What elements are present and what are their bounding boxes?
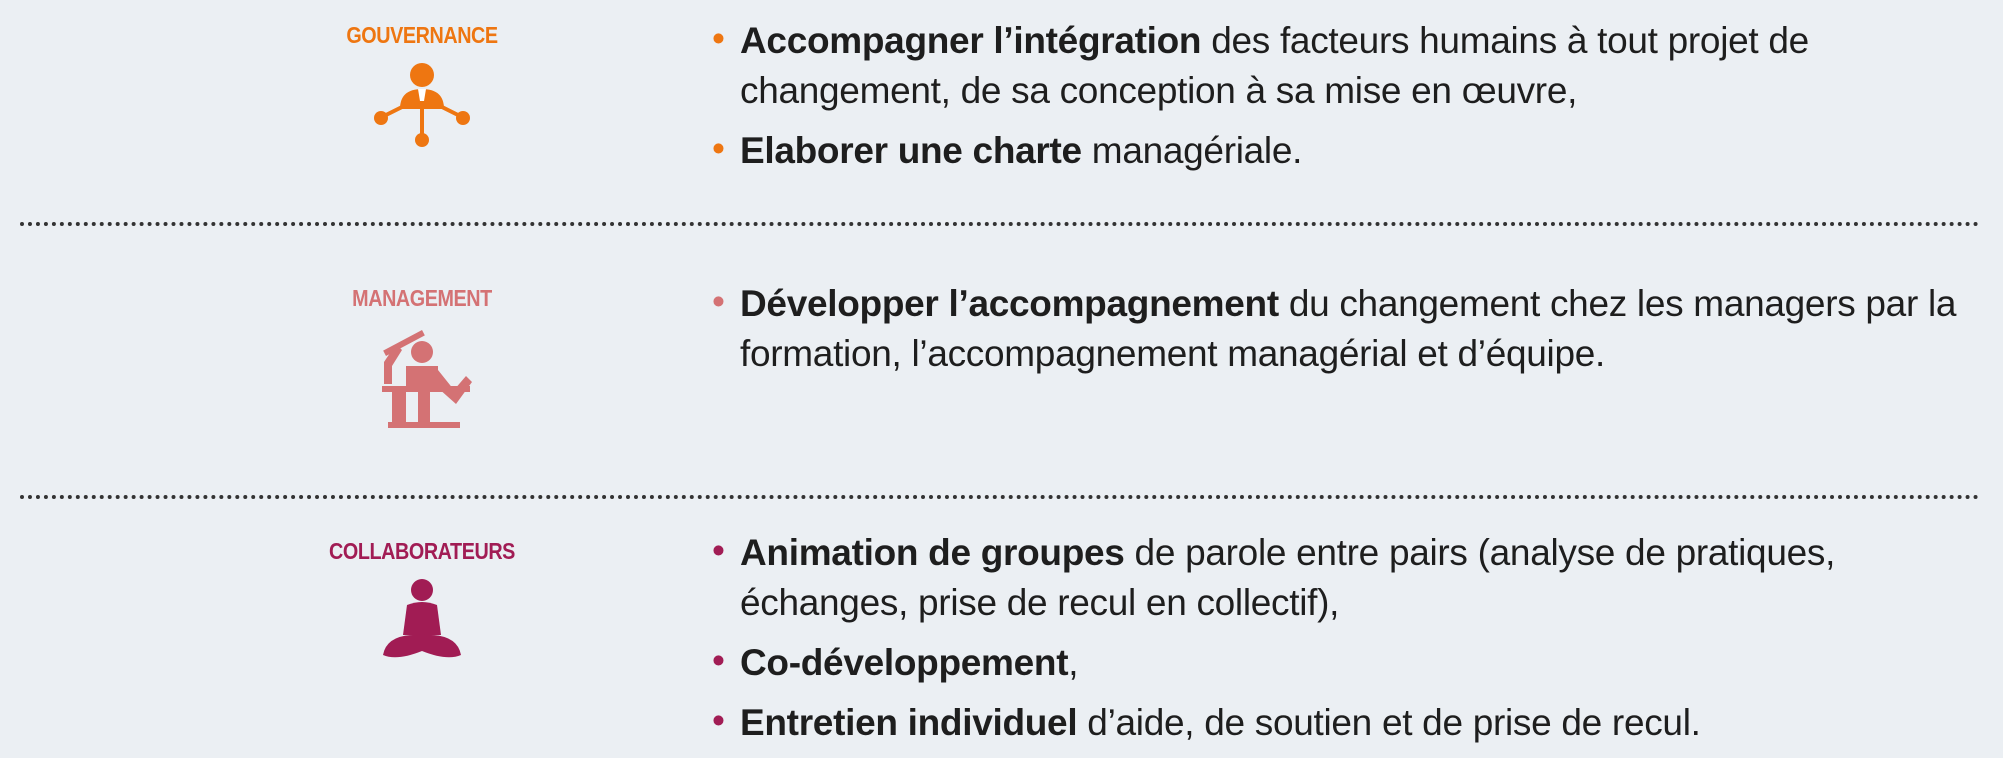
bullet-text: managériale.: [1081, 130, 1303, 171]
section-divider: [20, 495, 1980, 499]
gouvernance-bullet-list: [710, 16, 1990, 186]
collaborateurs-label-column: [300, 538, 544, 665]
bullet-dot: •: [712, 281, 725, 322]
bullet-bold-text: Animation de groupes: [740, 532, 1125, 573]
list-item: [710, 16, 1990, 116]
management-label: MANAGEMENT: [352, 285, 492, 311]
gouvernance-label-column: [300, 0, 544, 152]
management-label-column: [300, 285, 544, 432]
meditation-icon: [377, 575, 467, 665]
collaborateurs-bullet-list: [710, 528, 1990, 758]
section-divider: [20, 222, 1980, 226]
collaborateurs-label: COLLABORATEURS: [329, 538, 515, 564]
management-bullet-list: [710, 279, 1990, 389]
bullet-text: de parole entre pairs (analyse de pratiques, échanges, prise de recul en collectif),: [740, 532, 1836, 623]
bullet-dot: •: [712, 640, 725, 681]
bullet-dot: •: [712, 700, 725, 741]
bullet-text: ,: [1068, 642, 1079, 683]
bullet-text: d’aide, de soutien et de prise de recul.: [1077, 702, 1701, 743]
bullet-dot: •: [712, 18, 725, 59]
bullet-bold-text: Elaborer une charte: [740, 130, 1082, 171]
list-item: [710, 638, 1990, 688]
bullet-dot: •: [712, 128, 725, 169]
list-item: [710, 528, 1990, 628]
bullet-dot: •: [712, 530, 725, 571]
network-person-icon: [372, 57, 472, 152]
gouvernance-label: GOUVERNANCE: [346, 22, 498, 48]
bullet-bold-text: Accompagner l’intégration: [740, 20, 1202, 61]
bullet-bold-text: Co-développement: [740, 642, 1069, 683]
list-item: [710, 698, 1990, 748]
bullet-text: des facteurs humains à tout projet de changement, de sa conception à sa mise en œuvre,: [740, 20, 1809, 111]
bullet-bold-text: Entretien individuel: [740, 702, 1078, 743]
list-item: [710, 279, 1990, 379]
list-item: [710, 126, 1990, 176]
bullet-bold-text: Développer l’accompagnement: [740, 283, 1279, 324]
bullet-text: du changement chez les managers par la formation, l’accompagnement managérial et d’équipe.: [740, 283, 1957, 374]
presenter-icon: [362, 322, 482, 432]
